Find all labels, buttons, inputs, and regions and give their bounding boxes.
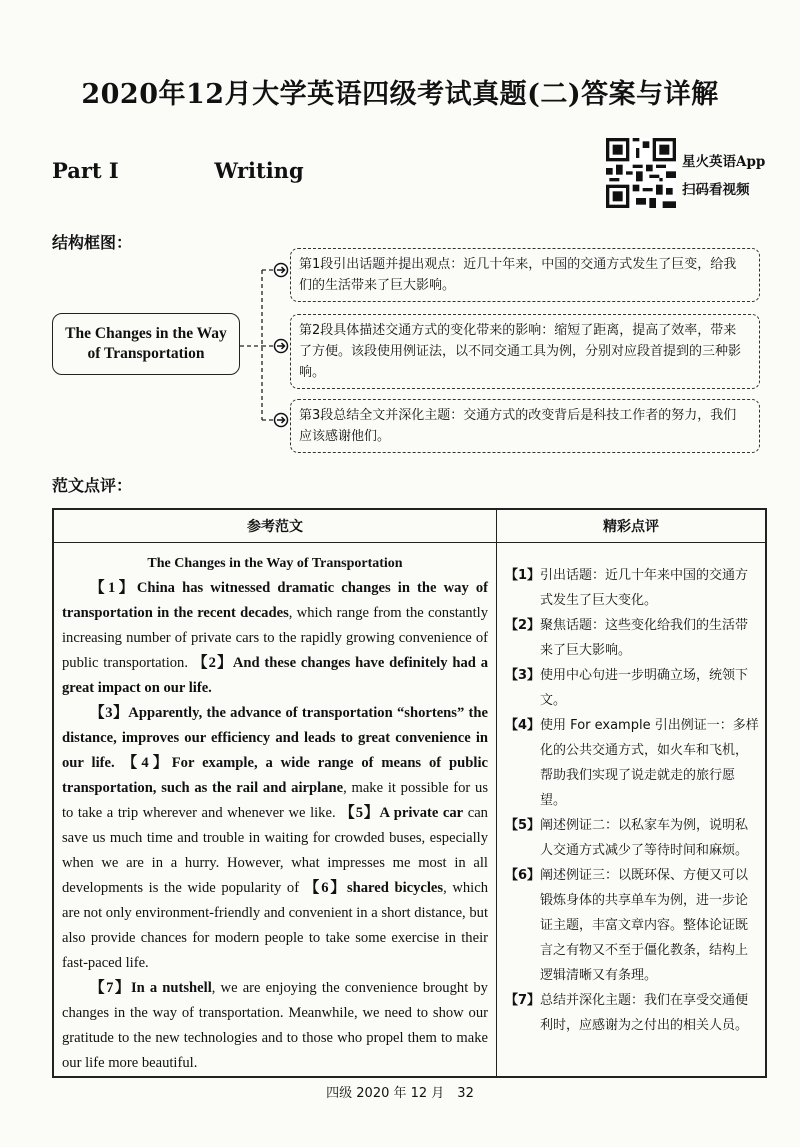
page-footer: 四级 2020 年 12 月 32 <box>326 1086 474 1101</box>
scan-caption: 扫码看视频 <box>682 182 750 198</box>
comment-list <box>497 543 765 1038</box>
comment-item <box>505 663 759 713</box>
app-name: 星火英语App <box>682 154 766 170</box>
arrow-circle-icon <box>275 340 288 353</box>
structure-branch-2: 第2段具体描述交通方式的变化带来的影响：缩短了距离，提高了效率，带来了方便。该段使用例证法，以不同交通工具为例，分别对应段首提到的三种影响。 <box>290 314 760 389</box>
structure-branch-1: 第1段引出话题并提出观点：近几十年来，中国的交通方式发生了巨变，给我们的生活带来了巨大影响。 <box>290 248 760 302</box>
comment-text: 阐述例证二：以私家车为例，说明私人交通方式减少了等待时间和麻烦。 <box>540 818 749 858</box>
essay-paragraph-2 <box>62 701 488 976</box>
structure-branch-3: 第3段总结全文并深化主题：交通方式的改变背后是科技工作者的努力，我们应该感谢他们。 <box>290 399 760 453</box>
part-heading <box>52 158 304 183</box>
essay-text: , make it possible for us to take a trip wherever and whenever we like. <box>62 780 489 821</box>
comment-text: 使用 For example 引出例证一：多样化的公共交通方式，如火车和飞机，帮助我们实现了说走就走的旅行愿望。 <box>540 718 759 808</box>
sentence-1: China has witnessed dramatic changes in the way of transportation in the recent decades <box>62 580 488 621</box>
sentence-4: For example, a wide range of means of public transportation, such as the rail and airplane <box>62 755 488 796</box>
essay-paragraph-1 <box>62 576 488 701</box>
marker-7: 【7】 <box>90 980 131 996</box>
sentence-6: shared bicycles <box>346 880 444 896</box>
arrow-circle-icon <box>275 414 288 427</box>
marker-1: 【1】 <box>90 580 137 596</box>
marker-4: 【4】 <box>114 755 172 771</box>
column-header-essay: 参考范文 <box>53 509 497 543</box>
center-line-1: The Changes in the Way <box>65 325 227 342</box>
column-header-comment: 精彩点评 <box>497 509 767 543</box>
sentence-7: In a nutshell <box>130 980 212 996</box>
comment-item <box>505 713 759 813</box>
review-table <box>52 508 767 1078</box>
structure-center-box <box>52 313 240 375</box>
sentence-2: And these changes have definitely had a great impact on our life. <box>62 655 488 696</box>
marker-5: 【5】 <box>340 805 380 821</box>
comment-number: 【1】 <box>505 568 541 583</box>
qr-caption <box>682 148 765 204</box>
review-label: 范文点评： <box>52 476 133 495</box>
center-line-2: of Transportation <box>87 345 205 362</box>
model-essay <box>54 543 496 1076</box>
structure-label: 结构框图： <box>52 233 133 252</box>
part-number: Part Ⅰ <box>52 158 119 183</box>
comment-text: 使用中心句进一步明确立场，统领下文。 <box>540 668 749 708</box>
comment-item <box>505 563 759 613</box>
comment-item <box>505 613 759 663</box>
essay-title: The Changes in the Way of Transportation <box>147 556 403 571</box>
essay-paragraph-3 <box>62 976 488 1076</box>
qr-code-icon[interactable] <box>606 138 676 208</box>
comment-number: 【6】 <box>505 868 541 883</box>
comment-text: 总结并深化主题：我们在享受交通便利时，应感谢为之付出的相关人员。 <box>540 993 749 1033</box>
essay-text: , which are not only environment-friendly and convenient in a short distance, but also provide chances for modern people to take some exercise in their fast-paced life. <box>62 880 488 971</box>
comment-item <box>505 813 759 863</box>
marker-6: 【6】 <box>304 880 347 896</box>
comment-text: 聚焦话题：这些变化给我们的生活带来了巨大影响。 <box>540 618 749 658</box>
comment-number: 【3】 <box>505 668 541 683</box>
comment-text: 阐述例证三：以既环保、方便又可以锻炼身体的共享单车为例，进一步论证主题，丰富文章内容。整体论证既言之有物又不至于僵化教条，结构上逻辑清晰又有条理。 <box>540 868 749 983</box>
essay-text: , we are enjoying the convenience brought by changes in the way of transportation. Meanwhile, we need to show our gratitude to the new technologies and to those who propel them to make our life more beautiful. <box>62 980 488 1071</box>
structure-connector <box>240 250 292 430</box>
part-name: Writing <box>214 158 304 183</box>
page-title: 2020年12月大学英语四级考试真题(二)答案与详解 <box>81 79 719 110</box>
comment-number: 【2】 <box>505 618 541 633</box>
comment-text: 引出话题：近几十年来中国的交通方式发生了巨大变化。 <box>540 568 749 608</box>
comment-number: 【7】 <box>505 993 541 1008</box>
comment-number: 【4】 <box>505 718 541 733</box>
comment-number: 【5】 <box>505 818 541 833</box>
marker-3: 【3】 <box>90 705 129 721</box>
sentence-3: Apparently, the advance of transportation “shortens” the distance, improves our efficiency and leads to great convenience in our life. <box>62 705 488 771</box>
sentence-5: A private car <box>379 805 464 821</box>
marker-2: 【2】 <box>192 655 233 671</box>
comment-item <box>505 863 759 988</box>
essay-text: , which range from the constantly increasing number of private cars to the rapidly growing convenience of public transportation. <box>62 605 488 671</box>
comment-item <box>505 988 759 1038</box>
arrow-circle-icon <box>275 264 288 277</box>
essay-text: can save us much time and trouble in waiting for crowded buses, especially when we are in a hurry. However, what impresses me most in all developments is the wide popularity of <box>62 805 488 896</box>
